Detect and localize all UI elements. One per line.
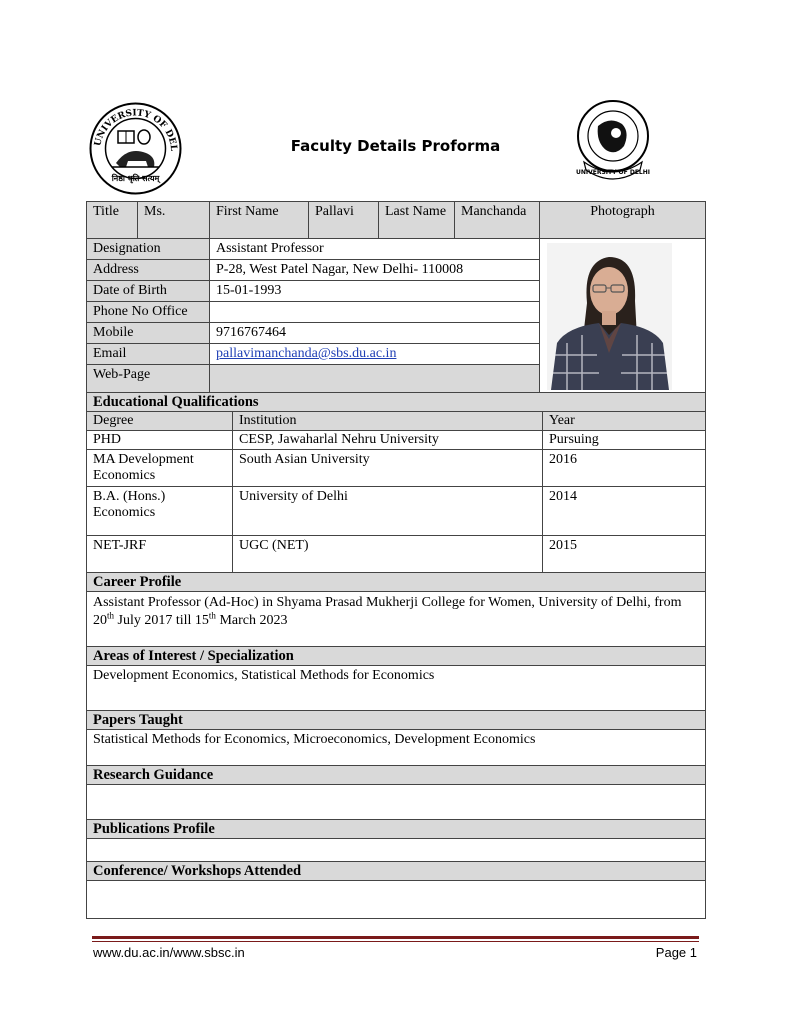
conferences-heading: Conference/ Workshops Attended [87, 862, 706, 881]
degree-cell: B.A. (Hons.) Economics [87, 487, 233, 536]
degree-cell: PHD [87, 431, 233, 450]
page-number: Page 1 [655, 945, 697, 960]
year-cell: 2016 [543, 450, 706, 487]
year-cell: Pursuing [543, 431, 706, 450]
college-logo [570, 96, 656, 182]
email-link[interactable]: pallavimanchanda@sbs.du.ac.in [216, 346, 397, 361]
first-name-value: Pallavi [309, 202, 379, 239]
mobile-label: Mobile [87, 323, 210, 344]
degree-cell: MA Development Economics [87, 450, 233, 487]
address-value: P-28, West Patel Nagar, New Delhi- 110008 [210, 260, 540, 281]
photograph-cell [540, 239, 706, 402]
designation-value: Assistant Professor [210, 239, 540, 260]
svg-text:UNIVERSITY OF DELHI: UNIVERSITY OF DEL [93, 108, 179, 152]
dob-value: 15-01-1993 [210, 281, 540, 302]
education-heading: Educational Qualifications [87, 393, 706, 412]
title-label: Title [87, 202, 138, 239]
year-cell: 2015 [543, 536, 706, 573]
page-title: Faculty Details Proforma [290, 137, 501, 155]
interest-text: Development Economics, Statistical Methods for Economics [87, 666, 706, 711]
footer-website: www.du.ac.in/www.sbsc.in [93, 945, 245, 960]
conferences-text [87, 881, 706, 919]
address-label: Address [87, 260, 210, 281]
research-text [87, 785, 706, 820]
footer-divider [92, 936, 699, 939]
institution-cell: University of Delhi [233, 487, 543, 536]
email-label: Email [87, 344, 210, 365]
last-name-value: Manchanda [455, 202, 540, 239]
phone-office-value [210, 302, 540, 323]
table-row [87, 487, 706, 536]
mobile-value: 9716767464 [210, 323, 540, 344]
table-row [87, 450, 706, 487]
publications-text [87, 839, 706, 862]
table-row [87, 536, 706, 573]
last-name-label: Last Name [379, 202, 455, 239]
footer-divider-thin [92, 941, 699, 942]
webpage-label: Web-Page [87, 365, 210, 402]
career-heading: Career Profile [87, 573, 706, 592]
papers-text: Statistical Methods for Economics, Microeconomics, Development Economics [87, 730, 706, 766]
email-cell [210, 344, 540, 365]
photograph-label: Photograph [540, 202, 706, 239]
dob-label: Date of Birth [87, 281, 210, 302]
degree-cell: NET-JRF [87, 536, 233, 573]
career-text: Assistant Professor (Ad-Hoc) in Shyama Prasad Mukherji College for Women, University of Delhi, from 20th July 2017 till 15th March 2023 [87, 592, 706, 647]
phone-office-label: Phone No Office [87, 302, 210, 323]
profile-photo [547, 243, 672, 390]
research-heading: Research Guidance [87, 766, 706, 785]
publications-heading: Publications Profile [87, 820, 706, 839]
svg-text:निष्ठा धृति सत्यम्: निष्ठा धृति सत्यम् [111, 174, 160, 183]
interest-heading: Areas of Interest / Specialization [87, 647, 706, 666]
institution-cell: South Asian University [233, 450, 543, 487]
year-column-header: Year [543, 412, 706, 431]
institution-cell: UGC (NET) [233, 536, 543, 573]
personal-details-table [86, 201, 706, 402]
table-row [87, 431, 706, 450]
first-name-label: First Name [210, 202, 309, 239]
year-cell: 2014 [543, 487, 706, 536]
degree-column-header: Degree [87, 412, 233, 431]
institution-column-header: Institution [233, 412, 543, 431]
title-value: Ms. [138, 202, 210, 239]
institution-cell: CESP, Jawaharlal Nehru University [233, 431, 543, 450]
designation-label: Designation [87, 239, 210, 260]
svg-text:UNIVERSITY OF DELHI: UNIVERSITY OF DELHI [575, 169, 651, 176]
qualifications-table [86, 392, 706, 919]
papers-heading: Papers Taught [87, 711, 706, 730]
